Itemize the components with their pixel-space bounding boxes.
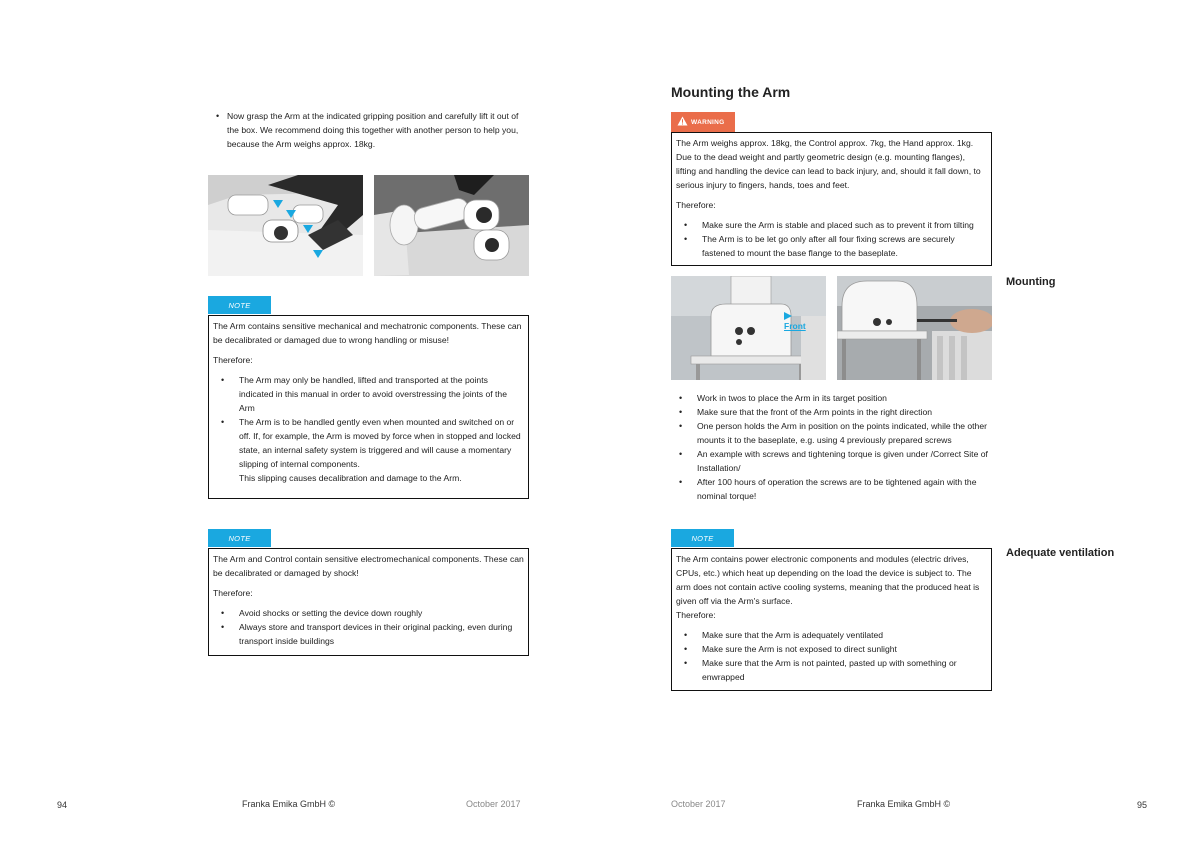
warning-triangle-icon bbox=[677, 116, 688, 128]
list-item: • Now grasp the Arm at the indicated gripping position and carefully lift it out of the box. We recommend doing this together with another person to help you, because the Arm weighs approx. 18kg. bbox=[208, 109, 530, 151]
note-box-shock bbox=[208, 548, 529, 656]
list-item: • The Arm may only be handled, lifted and transported at the points indicated in this manual in order to avoid overstressing the joints of the Arm bbox=[213, 373, 524, 415]
note-tail: This slipping causes decalibration and damage to the Arm. bbox=[239, 473, 462, 483]
footer-company: Franka Emika GmbH © bbox=[857, 799, 951, 809]
page-title: Mounting the Arm bbox=[671, 84, 791, 100]
note-intro: The Arm contains sensitive mechanical and mechatronic components. These can be decalibrated or damaged due to wrong handling or misuse! bbox=[213, 321, 522, 345]
note-intro: The Arm contains power electronic components and modules (electric drives, CPUs, etc.) which heat up depending on the load the device is subject to. The arm does not contain active cooling systems, meaning that the produced heat is given off via the Arm's surface. bbox=[676, 554, 980, 606]
note-tab: NOTE bbox=[208, 529, 271, 547]
footer-company: Franka Emika GmbH © bbox=[242, 799, 336, 809]
section-heading-ventilation: Adequate ventilation bbox=[1006, 547, 1115, 559]
list-item: • Make sure that the Arm is not painted, pasted up with something or enwrapped bbox=[676, 656, 987, 684]
list-item: • Make sure that the Arm is adequately ventilated bbox=[676, 628, 987, 642]
warning-label: WARNING bbox=[691, 118, 725, 126]
list-item: • Make sure the Arm is not exposed to direct sunlight bbox=[676, 642, 987, 656]
note-therefore: Therefore: bbox=[676, 610, 716, 620]
note-therefore: Therefore: bbox=[213, 588, 253, 598]
page-number: 94 bbox=[57, 800, 68, 810]
warning-tab bbox=[671, 112, 735, 132]
list-item: • The Arm is to be let go only after all four fixing screws are securely fastened to mount the base flange to the baseplate. bbox=[676, 232, 987, 260]
note-tab: NOTE bbox=[671, 529, 734, 547]
footer-date: October 2017 bbox=[671, 799, 726, 809]
note-therefore: Therefore: bbox=[213, 355, 253, 365]
section-heading-mounting: Mounting bbox=[1006, 276, 1056, 288]
intro-bullet-list bbox=[208, 109, 530, 151]
list-item: • After 100 hours of operation the screws are to be tightened again with the nominal torque! bbox=[671, 475, 993, 503]
list-item: • An example with screws and tightening torque is given under /Correct Site of Installation/ bbox=[671, 447, 993, 475]
warning-intro: The Arm weighs approx. 18kg, the Control approx. 7kg, the Hand approx. 1kg. Due to the dead weight and partly geometric design (e.g. mounting flanges), lifting and handling the device can lead to back injury, and, should it fall down, to serious injury to fingers, hands, toes and feet. bbox=[676, 138, 981, 190]
note-bullet-list bbox=[676, 628, 987, 684]
note-bullet-list bbox=[213, 606, 524, 648]
list-item: • One person holds the Arm in position on the points indicated, while the other mounts it to the baseplate, e.g. using 4 previously prepared screws bbox=[671, 419, 993, 447]
arm-lifted-photo bbox=[374, 175, 529, 276]
list-item: • Make sure the Arm is stable and placed such as to prevent it from tilting bbox=[676, 218, 987, 232]
list-item: • The Arm is to be handled gently even when mounted and switched on or off. If, for example, the Arm is moved by force when in stopped and locked state, an internal safety system is triggered and will cause a momentary slipping of internal components. bbox=[213, 415, 524, 471]
list-item: • Avoid shocks or setting the device down roughly bbox=[213, 606, 524, 620]
arm-in-box-photo bbox=[208, 175, 363, 276]
footer-date: October 2017 bbox=[466, 799, 521, 809]
list-item: • Make sure that the front of the Arm points in the right direction bbox=[671, 405, 993, 419]
note-bullet-list bbox=[213, 373, 524, 471]
arm-base-screwing-photo bbox=[837, 276, 992, 380]
warning-therefore: Therefore: bbox=[676, 200, 716, 210]
mounting-bullet-list bbox=[671, 391, 993, 503]
arrow-right-icon bbox=[784, 312, 806, 321]
warning-bullet-list bbox=[676, 218, 987, 260]
note-box-handling bbox=[208, 315, 529, 499]
note-intro: The Arm and Control contain sensitive electromechanical components. These can be decalibrated or damaged by shock! bbox=[213, 554, 524, 578]
note-tab: NOTE bbox=[208, 296, 271, 314]
list-item: • Always store and transport devices in their original packing, even during transport inside buildings bbox=[213, 620, 524, 648]
warning-box bbox=[671, 132, 992, 266]
front-label: Front bbox=[784, 321, 806, 331]
note-box-ventilation bbox=[671, 548, 992, 691]
page-number: 95 bbox=[1137, 800, 1148, 810]
list-item: • Work in twos to place the Arm in its target position bbox=[671, 391, 993, 405]
front-marker bbox=[784, 312, 806, 331]
